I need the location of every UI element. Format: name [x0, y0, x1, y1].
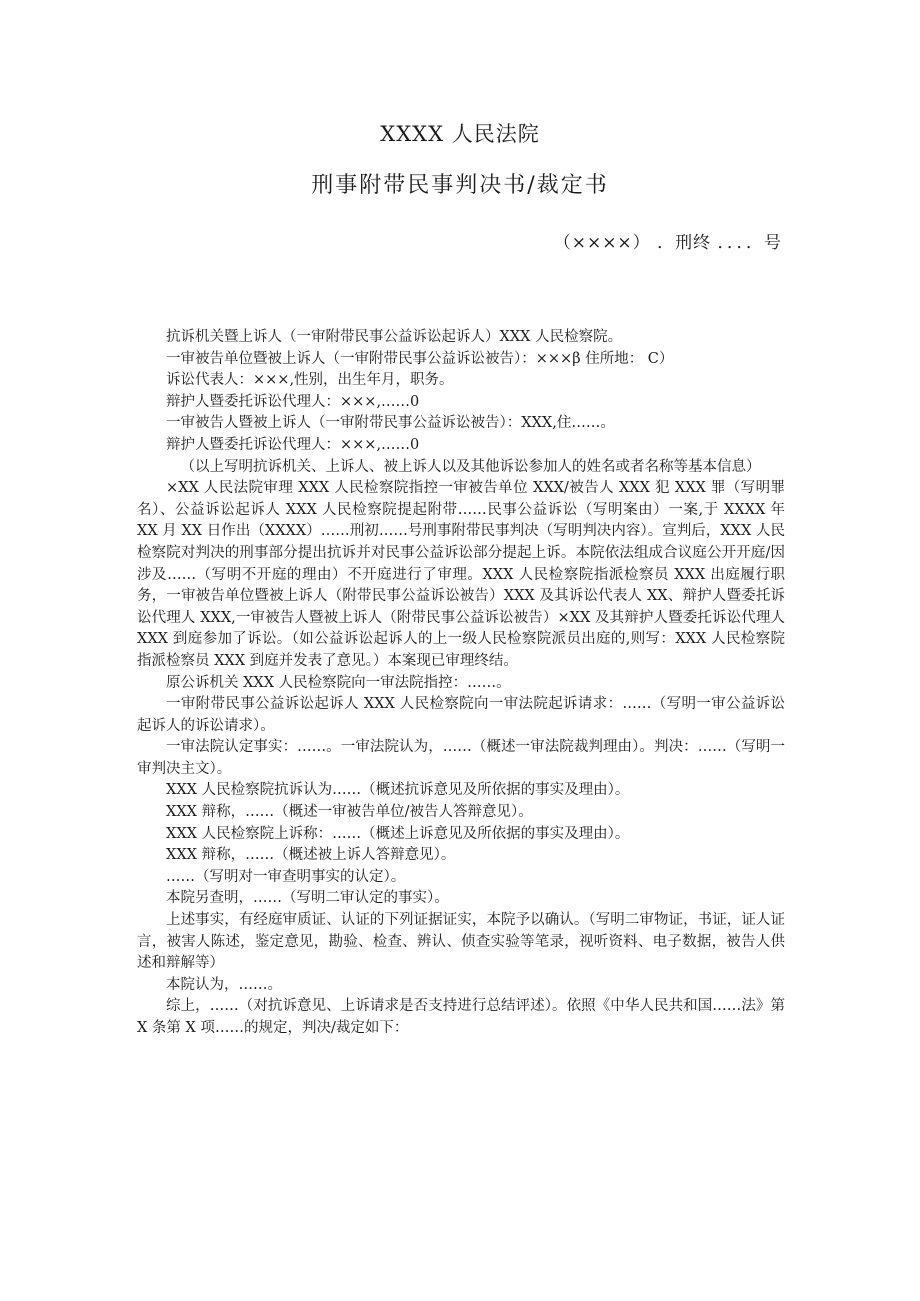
- paragraph: 一审被告人暨被上诉人（一审附带民事公益诉讼被告）：XXX,住……。: [166, 415, 615, 432]
- paragraph: XXX 人民检察院抗诉认为……（概述抗诉意见及所依据的事实及理由）。: [166, 782, 630, 799]
- paragraph: XXX 人民检察院上诉称：……（概述上诉意见及所依据的事实及理由）。: [166, 825, 630, 842]
- paragraph: 上述事实，有经庭审质证、认证的下列证据证实，本院予以确认。（写明二审物证，书证，证人证言，被害人陈述，鉴定意见，勘验、检查、辨认、侦查实验等笔录，视听资料、电子数据，被告人供述和辩解等）: [137, 912, 785, 972]
- paragraph: 诉讼代表人：×××,性别，出生年月，职务。: [166, 372, 454, 389]
- paragraph: 本院认为，……。: [166, 976, 282, 993]
- paragraph: 综上，……（对抗诉意见、上诉请求是否支持进行总结评述）。依照《中华人民共和国……法》第 X 条第 X 项……的规定，判决/裁定如下：: [137, 998, 785, 1036]
- case-number: （××××） ．刑终 ．．．．号: [553, 233, 782, 253]
- paragraph: 辩护人暨委托诉讼代理人：×××,……0: [166, 436, 420, 453]
- paragraph: 一审法院认定事实：……。一审法院认为，……（概述一审法院裁判理由）。判决：……（写明一审判决主文）。: [137, 739, 785, 777]
- document-title: 刑事附带民事判决书/裁定书: [311, 173, 609, 198]
- paragraph: 抗诉机关暨上诉人（一审附带民事公益诉讼起诉人）XXX 人民检察院。: [166, 329, 623, 345]
- paragraph: XXX 辩称，……（概述一审被告单位/被告人答辩意见）。: [166, 804, 533, 821]
- court-name: XXXX 人民法院: [380, 122, 540, 146]
- paragraph: ×XX 人民法院审理 XXX 人民检察院指控一审被告单位 XXX/被告人 XXX 犯 XXX 罪（写明罪名）、公益诉讼起诉人 XXX 人民检察院提起附带……民事公益诉讼（写明案由）一案,于 XXXX 年 XX 月 XX 日作出（XXXX）……刑初……号刑事附带民事判决（写明判决内容）。宣判后，XXX 人民检察院对判决的刑事部分提出抗诉并对民事公益诉讼部分提起上诉。本院依法组成合议庭公开开庭/因涉及……（写明不开庭的理由）不开庭进行了审理。XXX 人民检察院指派检察员 XXX 出庭履行职务，一审被告单位暨被上诉人（附带民事公益诉讼被告）XXX 及其诉讼代表人 XX、辩护人暨委托诉讼代理人 XXX,一审被告人暨被上诉人（附带民事公益诉讼被告）×XX 及其辩护人暨委托诉讼代理人 XXX 到庭参加了诉讼。（如公益诉讼起诉人的上一级人民检察院派员出庭的,则写：XXX 人民检察院指派检察员 XXX 到庭并发表了意见。）本案现已审理终结。: [137, 480, 785, 669]
- document-body: [137, 327, 785, 1040]
- paragraph: （以上写明抗诉机关、上诉人、被上诉人以及其他诉讼参加人的姓名或者名称等基本信息）: [180, 458, 761, 475]
- paragraph: 原公诉机关 XXX 人民检察院向一审法院指控：……。: [166, 674, 511, 691]
- paragraph: ……（写明对一审查明事实的认定）。: [166, 868, 406, 885]
- paragraph: 一审被告单位暨被上诉人（一审附带民事公益诉讼被告）：×××β 住所地： C）: [166, 350, 674, 367]
- paragraph: XXX 辩称，……（概述被上诉人答辩意见）。: [166, 847, 456, 864]
- paragraph: 本院另查明，……（写明二审认定的事实）。: [166, 890, 449, 907]
- paragraph: 一审附带民事公益诉讼起诉人 XXX 人民检察院向一审法院起诉请求：……（写明一审公益诉讼起诉人的诉讼请求）。: [137, 696, 785, 734]
- paragraph: 辩护人暨委托诉讼代理人：×××,……0: [166, 393, 420, 410]
